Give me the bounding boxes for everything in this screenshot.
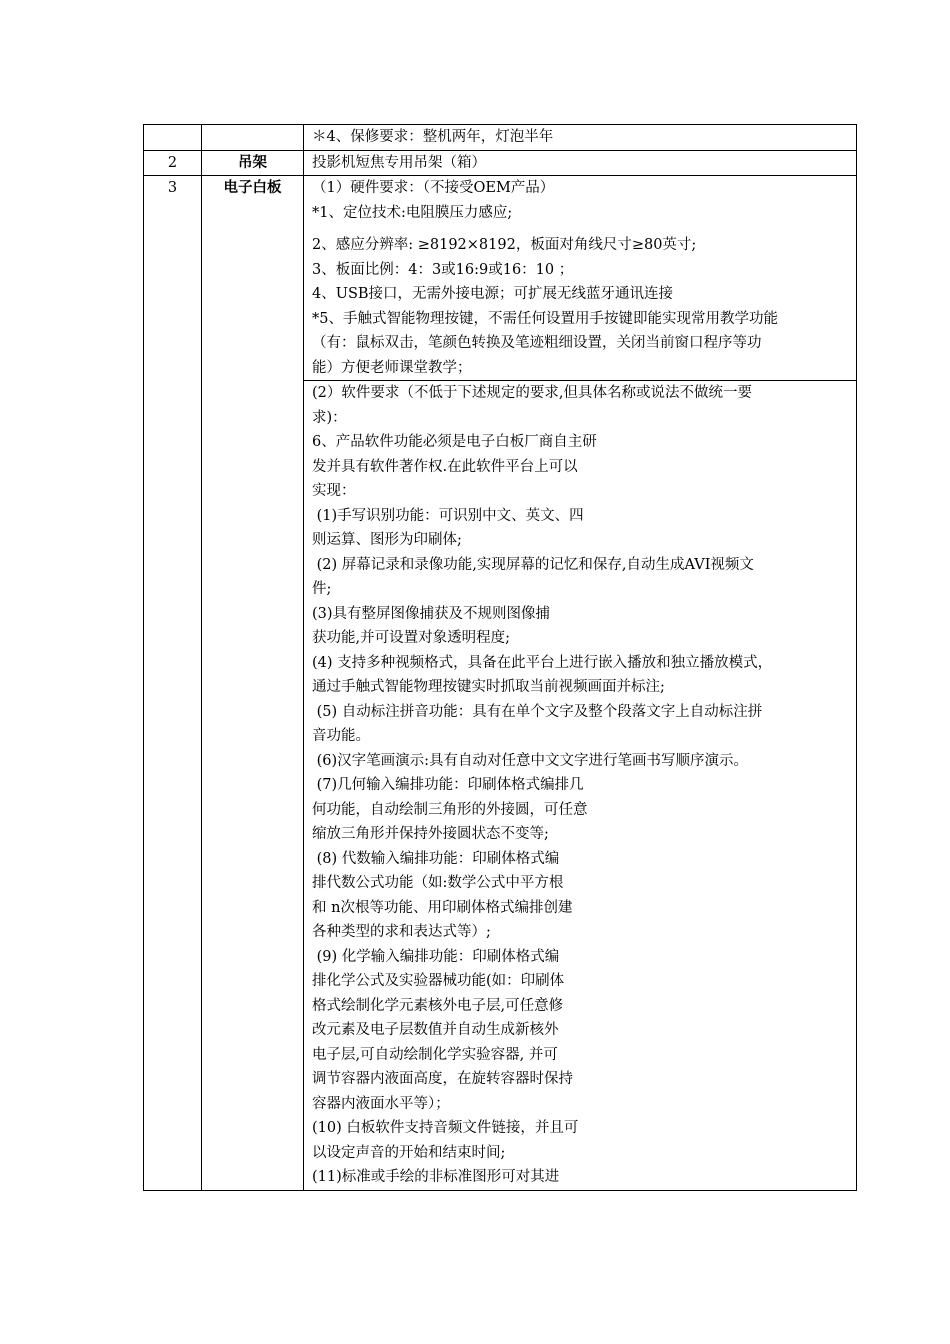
spec-line: 3、板面比例：4：3或16:9或16：10 ； bbox=[312, 261, 574, 278]
spec-line: *5、手触式智能物理按键，不需任何设置用手按键即能实现常用教学功能 bbox=[312, 310, 778, 327]
spec-line: 能）方便老师课堂教学； bbox=[312, 359, 472, 376]
spec-table bbox=[143, 124, 857, 1191]
spec-line: (10) 白板软件支持音频文件链接，并且可 bbox=[312, 1120, 579, 1136]
spec-line: (9) 化学输入编排功能：印刷体格式编 bbox=[312, 948, 560, 965]
spec-line: 4、USB接口，无需外接电源；可扩展无线蓝牙通讯连接 bbox=[312, 286, 674, 302]
spec-line: (11)标准或手绘的非标准图形可对其进 bbox=[312, 1169, 560, 1185]
spec-line: (4) 支持多种视频格式，具备在此平台上进行嵌入播放和独立播放模式， bbox=[312, 654, 773, 671]
spec-line: (1)手写识别功能：可识别中文、英文、四 bbox=[312, 507, 584, 524]
spec-line: 排化学公式及实验器械功能(如：印刷体 bbox=[312, 973, 565, 989]
spec-line: 2、感应分辨率: ≥8192×8192，板面对角线尺寸≥80英寸; bbox=[312, 237, 697, 253]
spec-line: 6、产品软件功能必须是电子白板厂商自主研 bbox=[312, 434, 597, 450]
spec-line: 缩放三角形并保持外接圆状态不变等; bbox=[312, 826, 549, 842]
spec-line: 件; bbox=[312, 581, 332, 597]
item-number bbox=[144, 125, 202, 151]
item-number: 2 bbox=[144, 150, 202, 176]
spec-line: 和 n次根等功能、用印刷体格式编排创建 bbox=[312, 899, 573, 916]
spec-line: 格式绘制化学元素核外电子层,可任意修 bbox=[312, 997, 564, 1014]
spec-line: (6)汉字笔画演示:具有自动对任意中文文字进行笔画书写顺序演示。 bbox=[312, 752, 749, 769]
spec-line: 音功能。 bbox=[312, 728, 370, 744]
item-number: 3 bbox=[144, 176, 202, 1191]
table-row bbox=[144, 150, 857, 176]
spec-line: （有：鼠标双击，笔颜色转换及笔迹粗细设置，关闭当前窗口程序等功 bbox=[312, 335, 762, 351]
spec-line: 改元素及电子层数值并自动生成新核外 bbox=[312, 1022, 559, 1038]
spec-line: 获功能,并可设置对象透明程度; bbox=[312, 630, 510, 646]
spec-line: 实现： bbox=[312, 483, 356, 499]
spec-line: 则运算、图形为印刷体; bbox=[312, 532, 462, 548]
item-name: 电子白板 bbox=[202, 176, 304, 1191]
spec-line: （1）硬件要求：（不接受OEM产品） bbox=[312, 180, 555, 196]
spec-line: 何功能，自动绘制三角形的外接圆，可任意 bbox=[312, 801, 588, 818]
spec-line: (2）软件要求（不低于下述规定的要求,但具体名称或说法不做统一要 bbox=[312, 385, 752, 401]
hardware-requirements bbox=[304, 176, 857, 381]
table-row bbox=[144, 176, 857, 381]
spec-line: *1、定位技术:电阻膜压力感应; bbox=[312, 204, 513, 221]
spec-line: 求)： bbox=[312, 409, 347, 426]
item-name bbox=[202, 125, 304, 151]
spec-line: (7)几何输入编排功能：印刷体格式编排几 bbox=[312, 777, 584, 793]
software-requirements bbox=[304, 381, 857, 1191]
spec-line: 通过手触式智能物理按键实时抓取当前视频画面并标注; bbox=[312, 679, 665, 695]
spec-line: 排代数公式功能（如:数学公式中平方根 bbox=[312, 875, 564, 891]
spec-line: (5) 自动标注拼音功能：具有在单个文字及整个段落文字上自动标注拼 bbox=[312, 703, 763, 720]
spec-line: (3)具有整屏图像捕获及不规则图像捕 bbox=[312, 605, 551, 622]
spec-line: 以设定声音的开始和结束时间; bbox=[312, 1144, 506, 1161]
table-row bbox=[144, 125, 857, 151]
item-spec bbox=[304, 150, 857, 176]
spec-line: 发并具有软件著作权.在此软件平台上可以 bbox=[312, 458, 578, 475]
spec-line: 调节容器内液面高度，在旋转容器时保持 bbox=[312, 1071, 573, 1087]
spec-line: 容器内液面水平等）； bbox=[312, 1095, 450, 1112]
spec-line: (2) 屏幕记录和录像功能,实现屏幕的记忆和保存,自动生成AVI视频文 bbox=[312, 556, 754, 573]
line-gap bbox=[312, 225, 852, 233]
spec-line: (8) 代数输入编排功能：印刷体格式编 bbox=[312, 850, 560, 867]
item-name: 吊架 bbox=[202, 150, 304, 176]
spec-line: 各种类型的求和表达式等）; bbox=[312, 924, 491, 940]
spec-line: 电子层,可自动绘制化学实验容器, 并可 bbox=[312, 1046, 558, 1063]
item-spec bbox=[304, 125, 857, 151]
spec-line: 投影机短焦专用吊架（箱） bbox=[312, 154, 486, 171]
spec-line: ＊4、保修要求：整机两年，灯泡半年 bbox=[312, 129, 554, 145]
